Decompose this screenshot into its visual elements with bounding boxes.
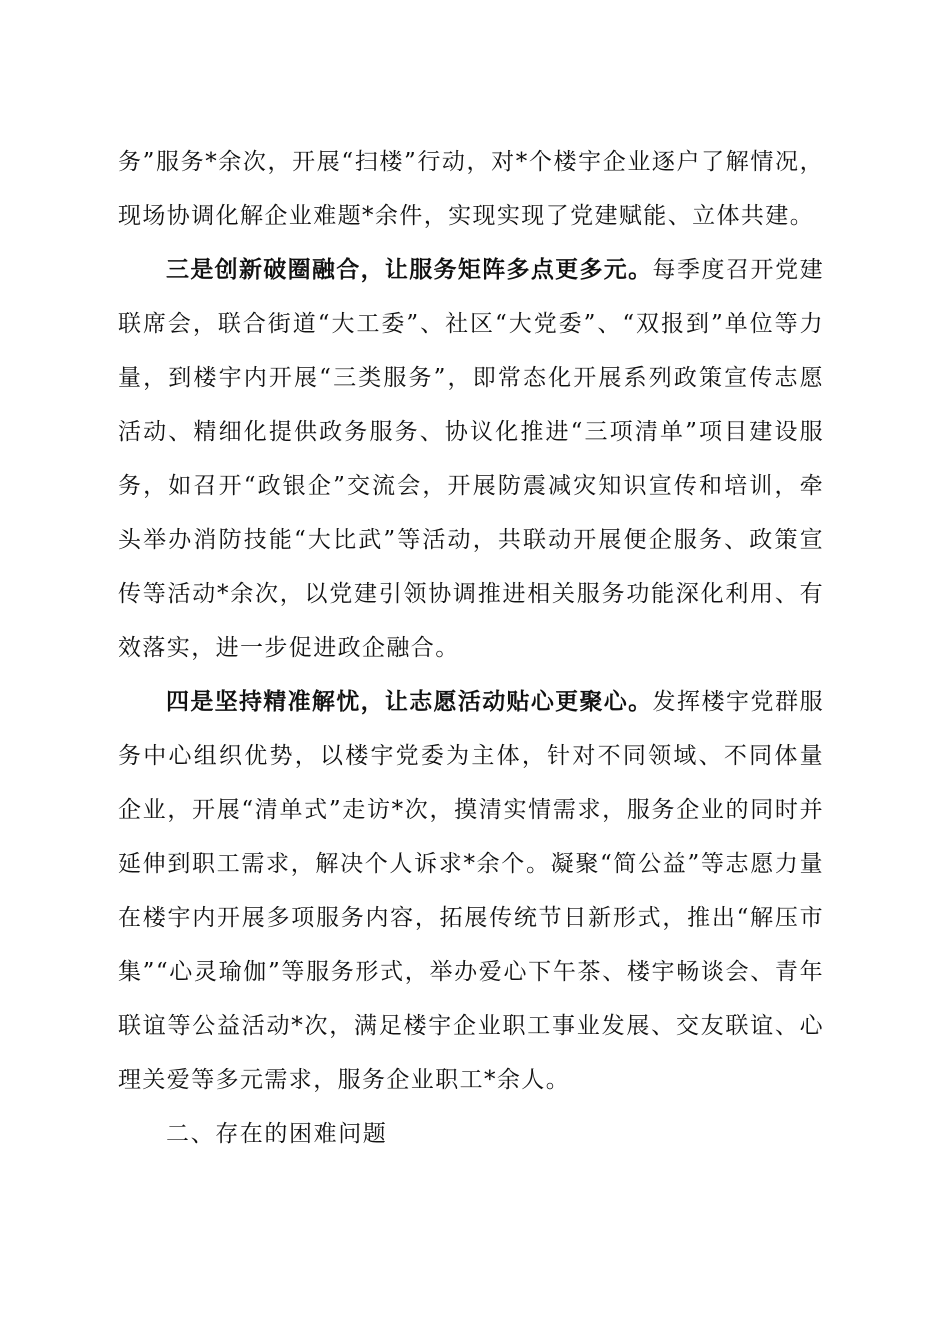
document-body bbox=[118, 135, 824, 1161]
section-heading: 二、存在的困难问题 bbox=[166, 1121, 388, 1147]
paragraph-lead: 三是创新破圈融合，让服务矩阵多点更多元。 bbox=[166, 256, 653, 283]
paragraph-text: 务”服务*余次，开展“扫楼”行动，对*个楼宇企业逐户了解情况，现场协调化解企业难题*余件，实现实现了党建赋能、立体共建。 bbox=[118, 149, 824, 229]
paragraph-text: 每季度召开党建联席会，联合街道“大工委”、社区“大党委”、“双报到”单位等力量，到楼宇内开展“三类服务”，即常态化开展系列政策宣传志愿活动、精细化提供政务服务、协议化推进“三项清单”项目建设服务，如召开“政银企”交流会，开展防震减灾知识宣传和培训，牵头举办消防技能“大比武”等活动，共联动开展便企服务、政策宣传等活动*余次，以党建引领协调推进相关服务功能深化利用、有效落实，进一步促进政企融合。 bbox=[118, 257, 824, 661]
paragraph-lead: 四是坚持精准解忧，让志愿活动贴心更聚心。 bbox=[166, 688, 653, 715]
paragraph-continuation bbox=[118, 135, 824, 243]
paragraph-point-four bbox=[118, 675, 824, 1107]
paragraph-point-three bbox=[118, 243, 824, 675]
paragraph-text: 发挥楼宇党群服务中心组织优势，以楼宇党委为主体，针对不同领域、不同体量企业，开展“清单式”走访*次，摸清实情需求，服务企业的同时并延伸到职工需求，解决个人诉求*余个。凝聚“简公益”等志愿力量在楼宇内开展多项服务内容，拓展传统节日新形式，推出“解压市集”“心灵瑜伽”等服务形式，举办爱心下午茶、楼宇畅谈会、青年联谊等公益活动*次，满足楼宇企业职工事业发展、交友联谊、心理关爱等多元需求，服务企业职工*余人。 bbox=[118, 689, 824, 1093]
